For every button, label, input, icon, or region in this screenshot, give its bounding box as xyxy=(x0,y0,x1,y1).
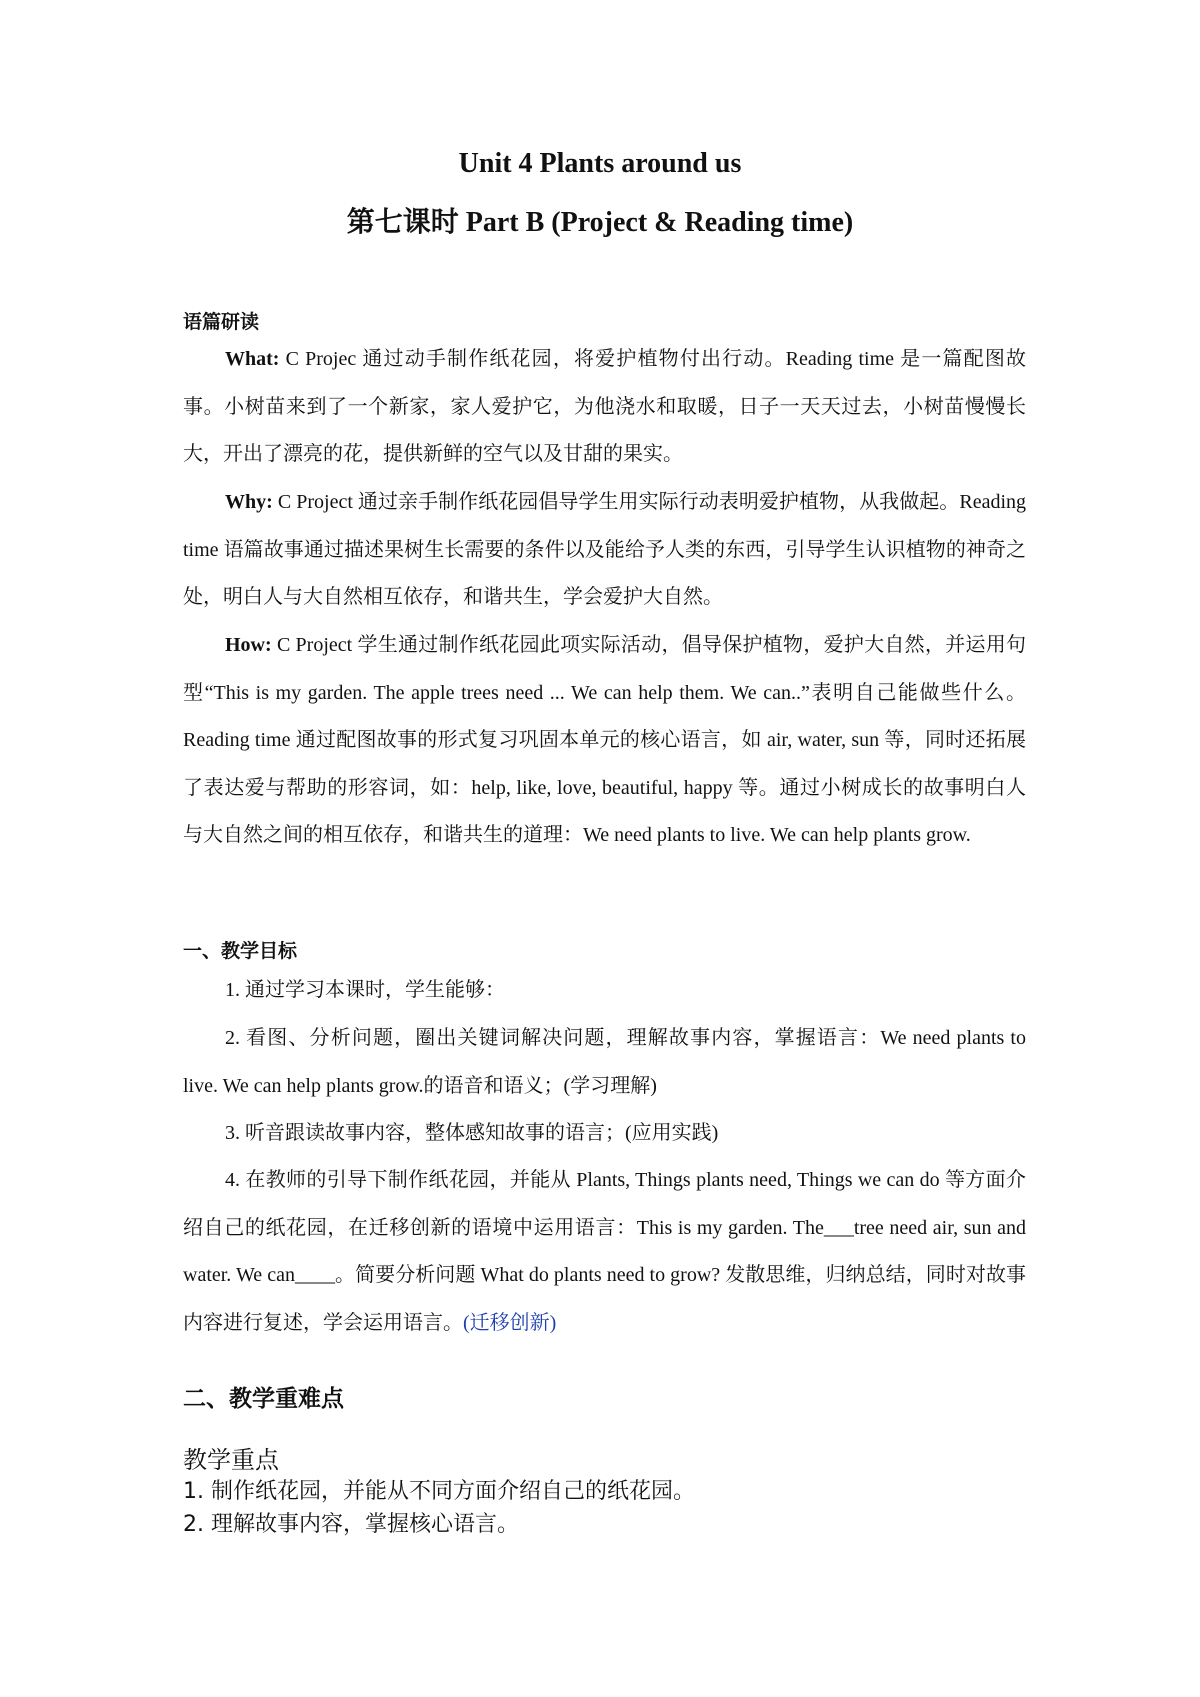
what-label: What: xyxy=(225,348,280,370)
goal-item-4-tag: (迁移创新) xyxy=(463,1311,557,1334)
goal-item-4 xyxy=(183,1157,1026,1347)
key-point-2: 2. 理解故事内容，掌握核心语言。 xyxy=(183,1512,519,1537)
goal-item-4-text: 4. 在教师的引导下制作纸花园，并能从 Plants, Things plants need, Things we can do 等方面介绍自己的纸花园，在迁移创新的语境中运用语言：This is my garden. The___tree need air, sun and water. We can____。简要分析问题 What do plants need to grow? 发散思维，归纳总结，同时对故事内容进行复述，学会运用语言。 xyxy=(183,1169,1026,1334)
how-text: C Project 学生通过制作纸花园此项实际活动，倡导保护植物，爱护大自然，并运用句型“This is my garden. The apple trees need ... We can help them. We can..”表明自己能做些什么。Reading time 通过配图故事的形式复习巩固本单元的核心语言，如 air, water, sun 等，同时还拓展了表达爱与帮助的形容词，如：help, like, love, beautiful, happy 等。通过小树成长的故事明白人与大自然之间的相互依存，和谐共生的道理：We need plants to live. We can help plants grow. xyxy=(183,634,1026,846)
paragraph-how xyxy=(183,622,1026,860)
section-heading-goals: 一、教学目标 xyxy=(183,940,298,962)
goal-item-1: 1. 通过学习本课时，学生能够： xyxy=(225,979,505,1001)
subheading-key-points: 教学重点 xyxy=(183,1446,279,1474)
document-subtitle: 第七课时 Part B (Project & Reading time) xyxy=(346,207,854,238)
section-heading-key-points: 二、教学重难点 xyxy=(183,1386,344,1412)
goal-item-2: 2. 看图、分析问题，圈出关键词解决问题，理解故事内容，掌握语言：We need plants to live. We can help plants grow.的语音和语义；(学习理解) xyxy=(183,1027,1026,1097)
section-heading-reading: 语篇研读 xyxy=(183,311,260,333)
goal-item-3: 3. 听音跟读故事内容，整体感知故事的语言；(应用实践) xyxy=(225,1122,719,1144)
paragraph-why xyxy=(183,479,1026,622)
document-title: Unit 4 Plants around us xyxy=(458,148,742,179)
why-label: Why: xyxy=(225,491,273,513)
what-text: C Projec 通过动手制作纸花园，将爱护植物付出行动。Reading time 是一篇配图故事。小树苗来到了一个新家，家人爱护它，为他浇水和取暖，日子一天天过去，小树苗慢慢长大，开出了漂亮的花，提供新鲜的空气以及甘甜的果实。 xyxy=(183,348,1026,465)
how-label: How: xyxy=(225,634,272,656)
paragraph-what xyxy=(183,336,1026,479)
key-point-1: 1. 制作纸花园，并能从不同方面介绍自己的纸花园。 xyxy=(183,1479,695,1504)
why-text: C Project 通过亲手制作纸花园倡导学生用实际行动表明爱护植物，从我做起。Reading time 语篇故事通过描述果树生长需要的条件以及能给予人类的东西，引导学生认识植物的神奇之处，明白人与大自然相互依存，和谐共生，学会爱护大自然。 xyxy=(183,491,1026,608)
